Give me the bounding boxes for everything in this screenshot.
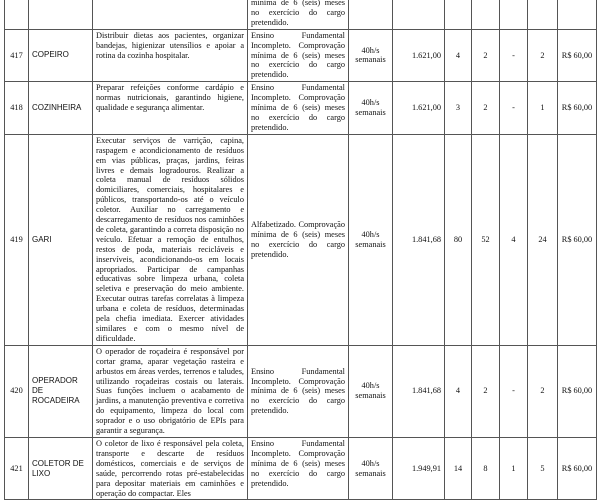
table-row bbox=[5, 345, 597, 437]
cell-vacancies-pcd bbox=[472, 0, 500, 29]
cell-requirement: Ensino Fundamental Incompleto. Comprovação mínima de 6 (seis) meses no exercício do cargo pretendido. bbox=[248, 82, 349, 135]
cell-vacancies-pcd: 8 bbox=[472, 437, 500, 499]
cell-requirement: Ensino Fundamental Incompleto. Comprovação mínima de 6 (seis) meses no exercício do cargo pretendido. bbox=[248, 437, 349, 499]
cell-job: COPEIRO bbox=[29, 29, 93, 82]
cell-fee: R$ 60,00 bbox=[558, 345, 597, 437]
cell-fee: R$ 60,00 bbox=[558, 437, 597, 499]
cell-vacancies-total: 3 bbox=[445, 82, 472, 135]
cell-job: GARI bbox=[29, 134, 93, 345]
cell-description: O operador de roçadeira é responsável por cortar grama, aparar vegetação rasteira e arbustos em áreas verdes, terrenos e taludes, utilizando roçadeiras costais ou laterais. Suas funções incluem o acabamento de jardins, a manutenção preventiva e corretiva do equipamento, limpeza do local com soprador e o uso obrigatório de EPIs para garantir a segurança. bbox=[93, 345, 248, 437]
cell-vacancies-total: 80 bbox=[445, 134, 472, 345]
cell-vacancies-black: 4 bbox=[500, 134, 528, 345]
cell-fee bbox=[558, 0, 597, 29]
cell-requirement: Alfabetizado. Comprovação mínima de 6 (seis) meses no exercício do cargo pretendido. bbox=[248, 134, 349, 345]
cell-vacancies-black: - bbox=[500, 345, 528, 437]
cell-fee: R$ 60,00 bbox=[558, 134, 597, 345]
cell-fee: R$ 60,00 bbox=[558, 82, 597, 135]
cell-salary: 1.621,00 bbox=[393, 29, 445, 82]
cell-vacancies-black: - bbox=[500, 29, 528, 82]
cell-salary: 1.621,00 bbox=[393, 82, 445, 135]
table-row bbox=[5, 437, 597, 499]
cell-description bbox=[93, 0, 248, 29]
cell-hours: 40h/s semanais bbox=[349, 134, 393, 345]
cell-code: 418 bbox=[5, 82, 29, 135]
cell-salary: 1.949,91 bbox=[393, 437, 445, 499]
cell-vacancies-pcd: 2 bbox=[472, 345, 500, 437]
cell-job: COZINHEIRA bbox=[29, 82, 93, 135]
cell-vacancies-other bbox=[528, 0, 558, 29]
cell-salary: 1.841,68 bbox=[393, 134, 445, 345]
cell-code bbox=[5, 0, 29, 29]
cell-vacancies-total: 4 bbox=[445, 345, 472, 437]
cell-job: OPERADOR DE ROCADEIRA bbox=[29, 345, 93, 437]
cell-hours: 40h/s semanais bbox=[349, 29, 393, 82]
cell-vacancies-black: 1 bbox=[500, 437, 528, 499]
cell-salary bbox=[393, 0, 445, 29]
cell-vacancies-other: 5 bbox=[528, 437, 558, 499]
cell-vacancies-pcd: 2 bbox=[472, 82, 500, 135]
cell-vacancies-black bbox=[500, 0, 528, 29]
cell-vacancies-pcd: 52 bbox=[472, 134, 500, 345]
table-row-partial-top bbox=[5, 0, 597, 29]
cell-hours: 40h/s semanais bbox=[349, 437, 393, 499]
table-row bbox=[5, 29, 597, 82]
cell-vacancies-total: 14 bbox=[445, 437, 472, 499]
cell-salary: 1.841,68 bbox=[393, 345, 445, 437]
cell-code: 419 bbox=[5, 134, 29, 345]
cell-hours: 40h/s semanais bbox=[349, 82, 393, 135]
cell-vacancies-total bbox=[445, 0, 472, 29]
cell-description: Executar serviços de varrição, capina, raspagem e acondicionamento de resíduos em vias públicas, praças, jardins, feiras livres e demais logradouros. Realizar a coleta manual de resíduos sólidos domiciliares, comerciais, hospitalares e públicos, transportando-os até o veículo coletor. Auxiliar no carregamento e descarregamento de resíduos nos caminhões de coleta, garantindo a correta disposição no veículo. Efetuar a remoção de entulhos, restos de poda, materiais recicláveis e inservíveis, acondicionando-os em locais apropriados. Participar de campanhas educativas sobre limpeza urbana, coleta seletiva e preservação do meio ambiente. Executar outras tarefas correlatas à limpeza urbana e coleta de resíduos, determinadas pela chefia imediata. Exercer atividades similares e com o mesmo nível de dificuldade. bbox=[93, 134, 248, 345]
cell-vacancies-other: 2 bbox=[528, 29, 558, 82]
cell-vacancies-other: 2 bbox=[528, 345, 558, 437]
cell-vacancies-pcd: 2 bbox=[472, 29, 500, 82]
cell-description: O coletor de lixo é responsável pela coleta, transporte e descarte de resíduos domésticos, comerciais e de serviços de saúde, percorrendo rotas pré-estabelecidas para depositar materiais em caminhões e operação do compactar. Eles bbox=[93, 437, 248, 499]
cell-description: Distribuir dietas aos pacientes, organizar bandejas, higienizar utensílios e apoiar a rotina da cozinha hospitalar. bbox=[93, 29, 248, 82]
cell-job bbox=[29, 0, 93, 29]
job-positions-table bbox=[4, 0, 597, 500]
cell-requirement: Ensino Fundamental Incompleto. Comprovação mínima de 6 (seis) meses no exercício do cargo pretendido. bbox=[248, 345, 349, 437]
cell-code: 421 bbox=[5, 437, 29, 499]
cell-hours bbox=[349, 0, 393, 29]
table-row bbox=[5, 134, 597, 345]
cell-requirement: Ensino Fundamental Incompleto. Comprovação mínima de 6 (seis) meses no exercício do cargo pretendido. bbox=[248, 29, 349, 82]
cell-hours: 40h/s semanais bbox=[349, 345, 393, 437]
cell-vacancies-total: 4 bbox=[445, 29, 472, 82]
table-row bbox=[5, 82, 597, 135]
cell-code: 417 bbox=[5, 29, 29, 82]
cell-vacancies-other: 24 bbox=[528, 134, 558, 345]
cell-vacancies-black: - bbox=[500, 82, 528, 135]
cell-fee: R$ 60,00 bbox=[558, 29, 597, 82]
cell-job: COLETOR DE LIXO bbox=[29, 437, 93, 499]
cell-description: Preparar refeições conforme cardápio e normas nutricionais, garantindo higiene, qualidade e segurança alimentar. bbox=[93, 82, 248, 135]
cell-requirement: mínima de 6 (seis) meses no exercício do cargo pretendido. bbox=[248, 0, 349, 29]
cell-vacancies-other: 1 bbox=[528, 82, 558, 135]
cell-code: 420 bbox=[5, 345, 29, 437]
